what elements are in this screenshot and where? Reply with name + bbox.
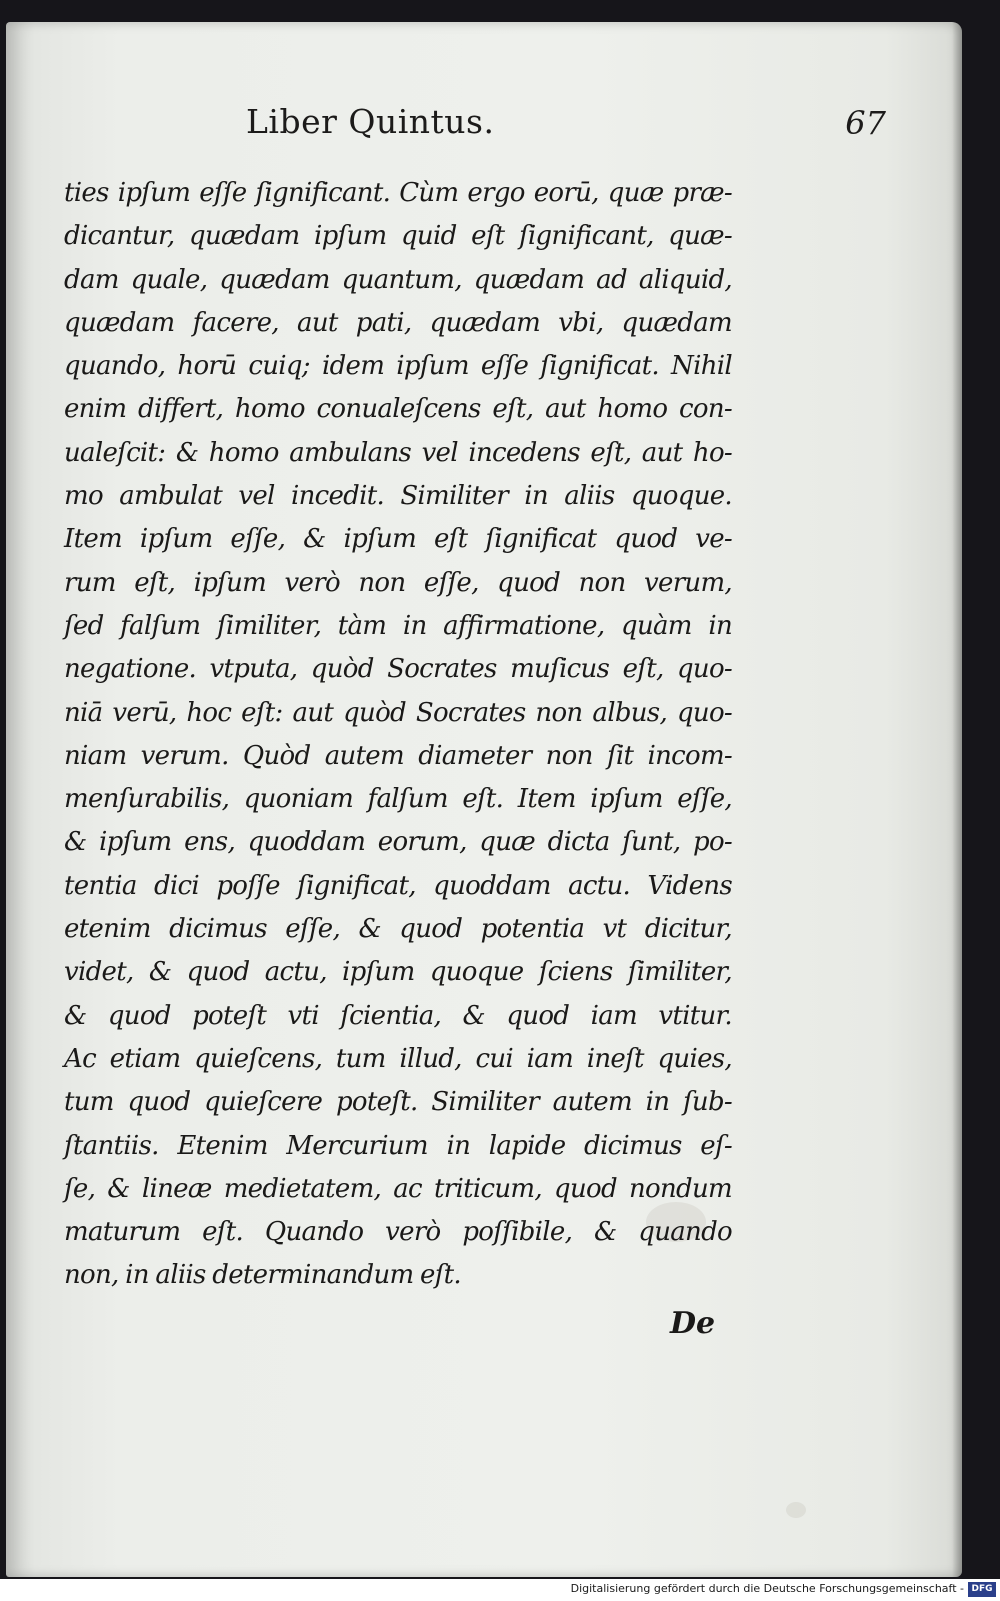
text-line: quædam facere, aut pati, quædam vbi, quædam xyxy=(64,307,732,338)
text-line: quando, horū cuiq; idem ipſum eſſe ſignificat. Nihil xyxy=(64,351,732,382)
text-line: ualeſcit: & homo ambulans vel incedens eſt, aut ho- xyxy=(64,437,732,468)
paper-stain xyxy=(786,1502,806,1518)
page-edge-shadow xyxy=(952,22,962,1577)
text-line: maturum eſt. Quando verò poſſibile, & quando xyxy=(64,1217,732,1248)
text-line: & quod poteſt vti ſcientia, & quod iam vtitur. xyxy=(64,1000,732,1031)
text-line: niā verū, hoc eſt: aut quòd Socrates non albus, quo- xyxy=(64,697,732,728)
text-line: ſe, & lineæ medietatem, ac triticum, quod nondum xyxy=(64,1173,732,1204)
text-line: tum quod quieſcere poteſt. Similiter autem in ſub- xyxy=(64,1087,732,1118)
text-line: enim differt, homo conualeſcens eſt, aut homo con- xyxy=(64,394,732,425)
page-number: 67 xyxy=(845,104,886,142)
text-line: ſed falſum ſimiliter, tàm in affirmatione, quàm in xyxy=(64,610,732,641)
text-line: mo ambulat vel incedit. Similiter in aliis quoque. xyxy=(64,481,732,512)
book-page xyxy=(6,22,962,1577)
text-line: menſurabilis, quoniam falſum eſt. Item ipſum eſſe, xyxy=(64,784,732,815)
text-line: Ac etiam quieſcens, tum illud, cui iam ineſt quies, xyxy=(64,1043,732,1074)
text-line: videt, & quod actu, ipſum quoque ſciens ſimiliter, xyxy=(64,957,732,988)
digitization-credit-bar xyxy=(0,1579,1000,1601)
text-line: ties ipſum eſſe ſignificant. Cùm ergo eorū, quæ præ- xyxy=(64,178,732,208)
text-line: Item ipſum eſſe, & ipſum eſt ſignificat quod ve- xyxy=(64,524,732,555)
text-line: & ipſum ens, quoddam eorum, quæ dicta ſunt, po- xyxy=(64,827,732,858)
dfg-logo-icon: DFG xyxy=(968,1582,996,1597)
catchword: De xyxy=(670,1306,716,1341)
body-text xyxy=(64,172,732,1298)
text-line: tentia dici poſſe ſignificat, quoddam actu. Videns xyxy=(64,870,732,901)
digitization-credit-text: Digitalisierung gefördert durch die Deutsche Forschungsgemeinschaft - xyxy=(570,1582,964,1595)
text-line: niam verum. Quòd autem diameter non ſit incom- xyxy=(64,740,732,771)
text-line: dicantur, quædam ipſum quid eſt ſignificant, quæ- xyxy=(64,221,732,252)
text-line: dam quale, quædam quantum, quædam ad aliquid, xyxy=(64,264,732,295)
running-head-title: Liber Quintus. xyxy=(246,102,495,141)
text-line: non, in aliis determinandum eſt. xyxy=(64,1260,461,1291)
text-line: etenim dicimus eſſe, & quod potentia vt dicitur, xyxy=(64,914,732,945)
text-line: rum eſt, ipſum verò non eſſe, quod non verum, xyxy=(64,567,732,598)
running-head xyxy=(66,102,902,162)
text-line: ſtantiis. Etenim Mercurium in lapide dicimus eſ- xyxy=(64,1130,732,1161)
text-line: negatione. vtputa, quòd Socrates muſicus eſt, quo- xyxy=(64,654,732,685)
